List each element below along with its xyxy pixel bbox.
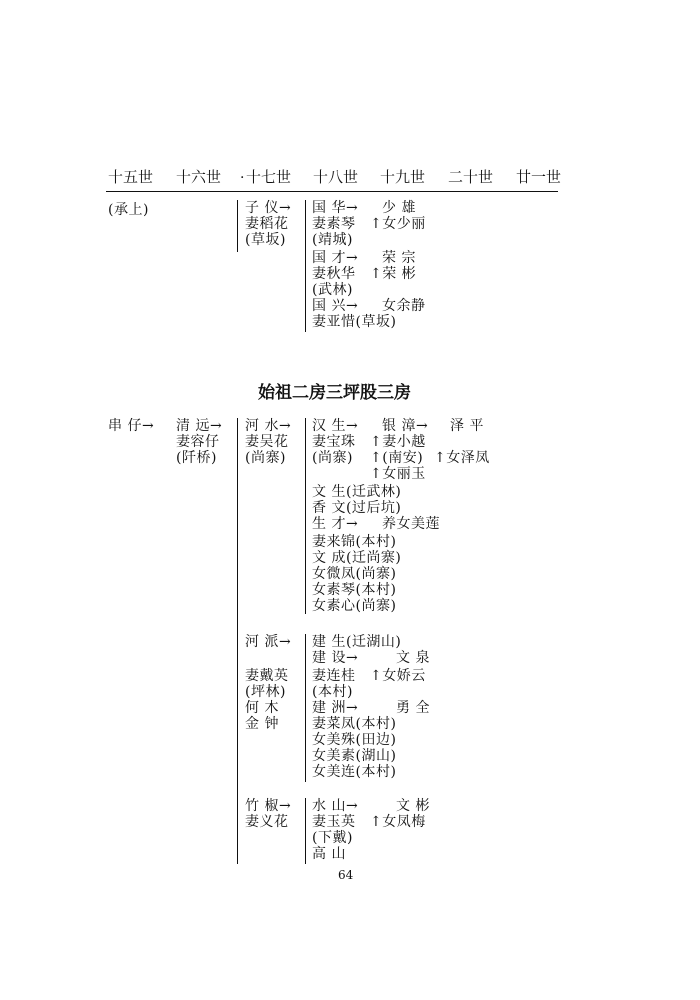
branch-line xyxy=(305,634,306,782)
main-gen18a-10: 女素琴(本村) xyxy=(312,582,397,598)
main-gen17b-2: 妻戴英 xyxy=(245,668,289,684)
main-gen18c-0: 水 山→ xyxy=(312,798,359,814)
main-gen18b-4: 建 洲→ xyxy=(312,700,359,716)
page-number: 64 xyxy=(338,868,354,882)
main-gen18b-5: 妻菜凤(本村) xyxy=(312,716,397,732)
header-dot: · xyxy=(240,170,245,186)
main-gen18a-7: 妻来锦(本村) xyxy=(312,534,397,550)
main-gen17c-0: 竹 椒→ xyxy=(245,798,292,814)
main-gen18c-3: 高 山 xyxy=(312,846,346,862)
main-gen20a-2: ↑女泽凤 xyxy=(434,450,490,466)
header-gen-17: 十七世 xyxy=(246,168,292,186)
main-gen17b-3: (坪林) xyxy=(245,684,286,700)
main-gen18b-1: 建 设→ xyxy=(312,650,359,666)
header-gen-19: 十九世 xyxy=(380,168,426,186)
main-gen17a-2: (尚寨) xyxy=(245,450,286,466)
main-gen17b-0: 河 派→ xyxy=(245,634,292,650)
branch-line xyxy=(305,418,306,614)
main-gen18b-0: 建 生(迁湖山) xyxy=(312,634,402,650)
main-gen18b-3: (本村) xyxy=(312,684,353,700)
main-gen15-0: 串 仔→ xyxy=(108,418,155,434)
top-gen17-0: 子 仪→ xyxy=(245,200,292,216)
main-gen16-1: 妻容仔 xyxy=(176,434,220,450)
main-gen18a-8: 文 成(迁尚寨) xyxy=(312,550,402,566)
top-gen19-3: 荣 宗 xyxy=(382,250,416,266)
main-gen17b-5: 金 钟 xyxy=(245,716,279,732)
main-gen20a-0: 泽 平 xyxy=(450,418,484,434)
main-gen17a-1: 妻吴花 xyxy=(245,434,289,450)
main-gen19a-6: 养女美莲 xyxy=(382,516,440,532)
top-gen18-5: (武林) xyxy=(312,282,353,298)
top-gen18-6: 国 兴→ xyxy=(312,298,359,314)
main-gen18a-0: 汉 生→ xyxy=(312,418,359,434)
top-gen18-2: (靖城) xyxy=(312,232,353,248)
main-gen18c-1: 妻玉英 xyxy=(312,814,356,830)
main-gen18a-5: 香 文(过后坑) xyxy=(312,500,402,516)
main-gen17c-1: 妻义花 xyxy=(245,814,289,830)
main-gen19c-0: 文 彬 xyxy=(396,798,430,814)
header-rule xyxy=(106,191,558,192)
main-gen19b-1: 文 泉 xyxy=(396,650,430,666)
header-gen-21: 廿一世 xyxy=(516,168,562,186)
main-gen18a-6: 生 才→ xyxy=(312,516,359,532)
main-gen19a-1: ↑妻小越 xyxy=(370,434,426,450)
continued-label: (承上) xyxy=(108,202,149,218)
main-gen19a-0: 银 漳→ xyxy=(382,418,429,434)
top-gen18-3: 国 才→ xyxy=(312,250,359,266)
main-gen19a-3: ↑女丽玉 xyxy=(370,466,426,482)
branch-line xyxy=(237,200,238,252)
main-gen18a-9: 女微凤(尚寨) xyxy=(312,566,397,582)
header-gen-18: 十八世 xyxy=(313,168,359,186)
main-gen16-2: (阡桥) xyxy=(176,450,217,466)
main-gen18a-11: 女素心(尚寨) xyxy=(312,598,397,614)
main-gen19a-2: ↑(南安) xyxy=(370,450,424,466)
header-gen-16: 十六世 xyxy=(176,168,222,186)
branch-line xyxy=(305,200,306,332)
top-gen19-6: 女余静 xyxy=(382,298,426,314)
main-gen18c-2: (下戴) xyxy=(312,830,353,846)
top-gen19-4: ↑荣 彬 xyxy=(370,266,417,282)
main-gen18b-6: 女美殊(田边) xyxy=(312,732,397,748)
top-gen19-0: 少 雄 xyxy=(382,200,416,216)
top-gen17-1: 妻稻花 xyxy=(245,216,289,232)
top-gen18-0: 国 华→ xyxy=(312,200,359,216)
main-gen18b-7: 女美素(湖山) xyxy=(312,748,397,764)
top-gen18-1: 妻素琴 xyxy=(312,216,356,232)
top-gen18-7: 妻亚惜(草坂) xyxy=(312,314,397,330)
main-gen19b-4: 勇 全 xyxy=(396,700,430,716)
main-gen18a-4: 文 生(迁武林) xyxy=(312,484,402,500)
branch-line xyxy=(305,798,306,864)
main-gen18a-1: 妻宝珠 xyxy=(312,434,356,450)
top-gen18-4: 妻秋华 xyxy=(312,266,356,282)
branch-line xyxy=(237,418,238,864)
header-gen-15: 十五世 xyxy=(108,168,154,186)
main-gen18a-2: (尚寨) xyxy=(312,450,353,466)
main-gen17a-0: 河 水→ xyxy=(245,418,292,434)
main-gen16-0: 清 远→ xyxy=(176,418,223,434)
top-gen17-2: (草坂) xyxy=(245,232,286,248)
main-gen19b-2: ↑女娇云 xyxy=(370,668,426,684)
main-gen18b-8: 女美连(本村) xyxy=(312,764,397,780)
main-gen17b-4: 何 木 xyxy=(245,700,279,716)
header-gen-20: 二十世 xyxy=(448,168,494,186)
main-gen18b-2: 妻连桂 xyxy=(312,668,356,684)
section-title: 始祖二房三坪股三房 xyxy=(258,383,411,403)
top-gen19-1: ↑女少丽 xyxy=(370,216,426,232)
main-gen19c-1: ↑女凤梅 xyxy=(370,814,426,830)
